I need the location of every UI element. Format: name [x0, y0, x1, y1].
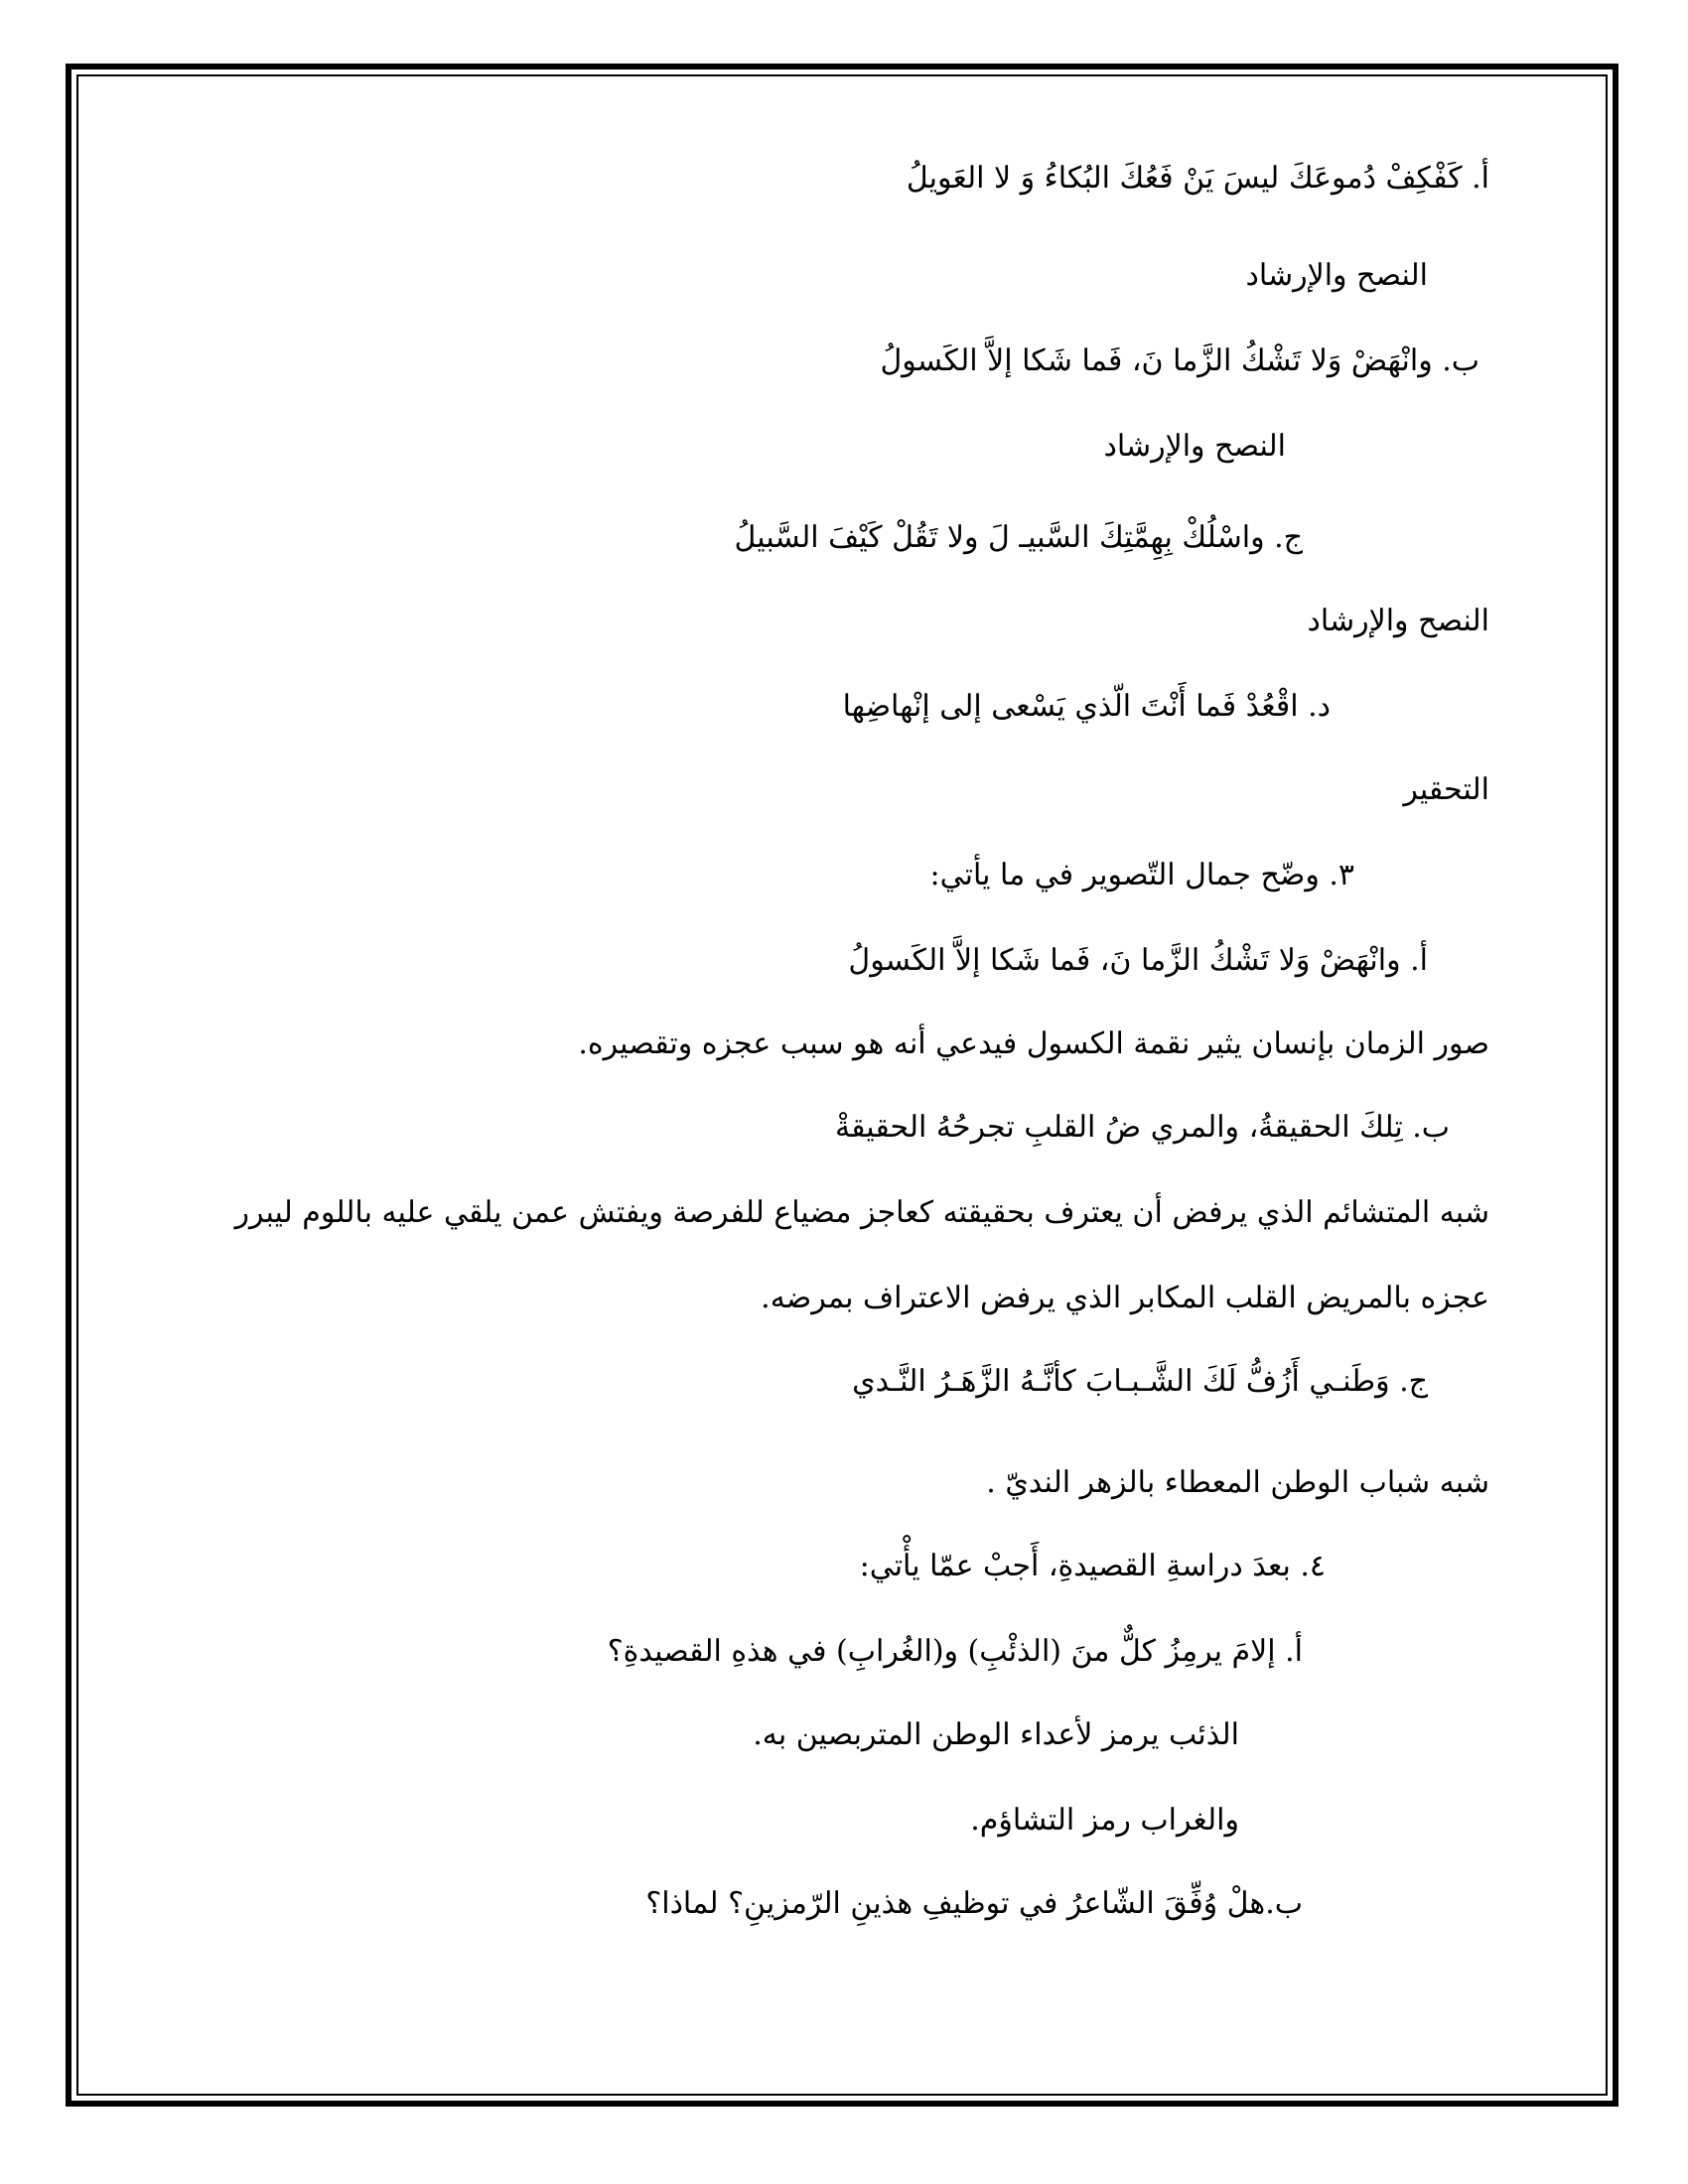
question-3-answer-b-line-1: شبه المتشائم الذي يرفض أن يعترف بحقيقته كعاجز مضياع للفرصة ويفتش عمن يلقي عليه باللوم ليبرر	[234, 1195, 1489, 1230]
question-3-answer-c: شبه شباب الوطن المعطاء بالزهر النديّ .	[986, 1465, 1489, 1500]
question-4-part-b: ب.هلْ وُفِّقَ الشّاعرُ في توظيفِ هذينِ الرّمزينِ؟ لماذا؟	[645, 1886, 1303, 1921]
question-3-answer-b-line-2: عجزه بالمريض القلب المكابر الذي يرفض الاعتراف بمرضه.	[761, 1281, 1489, 1315]
question-3-heading: ٣. وضّح جمال التّصوير في ما يأتي:	[929, 858, 1354, 892]
document-body	[109, 0, 1489, 2184]
question-4-heading: ٤. بعدَ دراسةِ القصيدةِ، أَجبْ عمّا يأْتي:	[859, 1549, 1326, 1583]
verse-b: ب. وانْهَضْ وَلا تَشْكُ الزَّما نَ، فَما شَكا إلاَّ الكَسولُ	[880, 343, 1479, 378]
question-3-verse-b: ب. تِلكَ الحقيقةُ، والمري ضُ القلبِ تجرحُهُ الحقيقةْ	[835, 1110, 1450, 1145]
answer-d: التحقير	[1403, 772, 1489, 807]
question-4-answer-a-line-2: والغراب رمز التشاؤم.	[970, 1803, 1239, 1838]
question-4-answer-a-line-1: الذئب يرمز لأعداء الوطن المتربصين به.	[753, 1717, 1239, 1752]
answer-b: النصح والإرشاد	[1103, 429, 1286, 464]
answer-a: النصح والإرشاد	[1245, 258, 1428, 293]
question-4-part-a: أ. إلامَ يرمِزُ كلٌّ منَ (الذئْبِ) و(الغُرابِ) في هذهِ القصيدةِ؟	[607, 1634, 1303, 1669]
verse-d: د. اقْعُدْ فَما أَنْتَ الّذي يَسْعى إلى إنْهاضِها	[842, 689, 1331, 724]
question-3-verse-c: ج. وَطَنـي أَزُفُّ لَكَ الشَّـبـابَ كأنَّـهُ الزَّهَـرُ النَّـدي	[852, 1364, 1428, 1399]
question-3-verse-a: أ. وانْهَضْ وَلا تَشْكُ الزَّما نَ، فَما شَكا إلاَّ الكَسولُ	[848, 943, 1428, 978]
verse-a: أ. كَفْكِفْ دُموعَكَ ليسَ يَنْ فَعُكَ البُكاءُ وَ لا العَويلُ	[906, 161, 1489, 196]
verse-c: ج. واسْلُكْ بِهِمَّتِكَ السَّبيـ لَ ولا تَقُلْ كَيْفَ السَّبيلُ	[734, 520, 1303, 555]
answer-c: النصح والإرشاد	[1307, 604, 1489, 638]
question-3-answer-a: صور الزمان بإنسان يثير نقمة الكسول فيدعي أنه هو سبب عجزه وتقصيره.	[578, 1026, 1489, 1061]
